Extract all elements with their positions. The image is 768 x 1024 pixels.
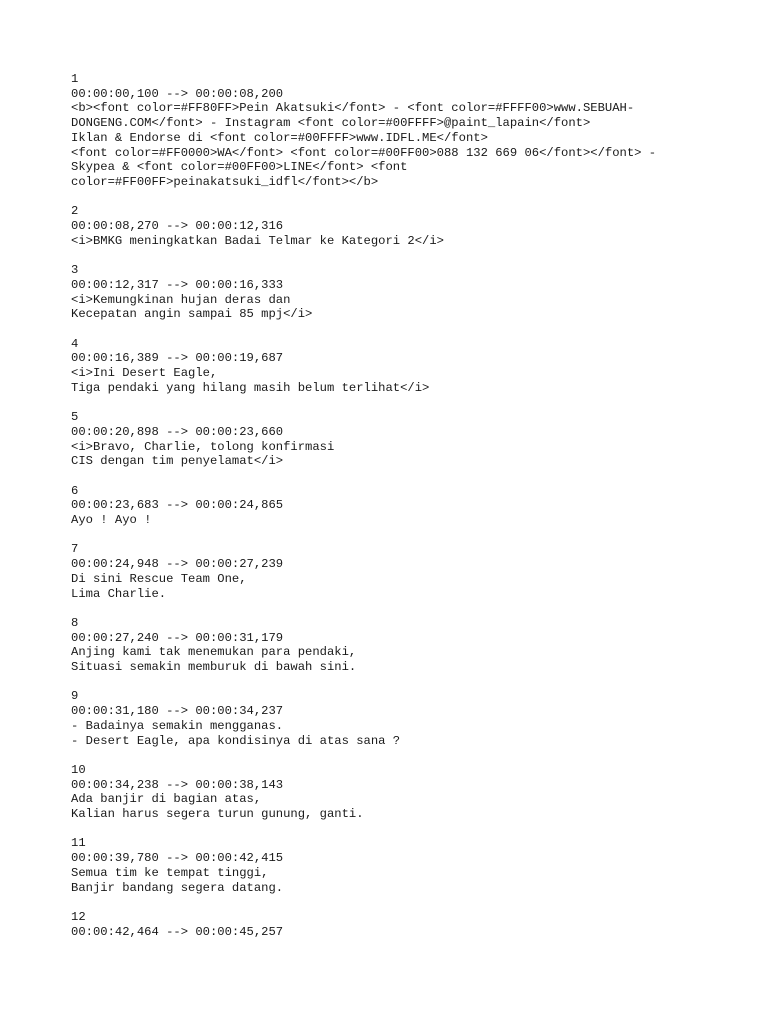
cue-text-line: <i>Bravo, Charlie, tolong konfirmasi [71,439,335,454]
cue-index: 10 [71,762,86,777]
cue-timecode: 00:00:20,898 --> 00:00:23,660 [71,424,284,439]
cue-text-line: <i>Ini Desert Eagle, [71,366,218,381]
cue-index: 2 [71,204,79,219]
subtitle-cue [71,484,711,528]
cue-text-line: - Desert Eagle, apa kondisinya di atas sana ? [71,733,401,748]
cue-index: 12 [71,909,86,924]
cue-text-line: Ada banjir di bagian atas, [71,792,262,807]
cue-text-line: <b><font color=#FF80FF>Pein Akatsuki</font> - <font color=#FFFF00>www.SEBUAH- [71,101,635,116]
cue-timecode: 00:00:16,389 --> 00:00:19,687 [71,351,284,366]
cue-timecode: 00:00:23,683 --> 00:00:24,865 [71,498,284,513]
cue-index: 1 [71,72,79,86]
cue-timecode: 00:00:42,464 --> 00:00:45,257 [71,924,284,939]
cue-index: 4 [71,336,79,351]
cue-text-line: Situasi semakin memburuk di bawah sini. [71,660,357,675]
cue-timecode: 00:00:31,180 --> 00:00:34,237 [71,704,284,719]
cue-index: 8 [71,615,79,630]
cue-timecode: 00:00:12,317 --> 00:00:16,333 [71,277,284,292]
cue-index: 5 [71,410,79,425]
cue-text-line: <font color=#FF0000>WA</font> <font color=#00FF00>088 132 669 06</font></font> - [71,145,657,160]
cue-timecode: 00:00:34,238 --> 00:00:38,143 [71,777,284,792]
cue-timecode: 00:00:08,270 --> 00:00:12,316 [71,219,284,234]
cue-text-line: CIS dengan tim penyelamat</i> [71,454,284,469]
cue-timecode: 00:00:39,780 --> 00:00:42,415 [71,851,284,866]
cue-text-line: Anjing kami tak menemukan para pendaki, [71,645,357,660]
cue-index: 6 [71,483,79,498]
cue-text-line: color=#FF00FF>peinakatsuki_idfl</font></b> [71,174,379,189]
subtitle-cue [71,836,711,895]
cue-text-line: Tiga pendaki yang hilang masih belum terlihat</i> [71,380,430,395]
subtitle-cue [71,616,711,675]
cue-text-line: <i>BMKG meningkatkan Badai Telmar ke Kategori 2</i> [71,233,444,248]
cue-index: 11 [71,836,86,851]
cue-text-line: DONGENG.COM</font> - Instagram <font color=#00FFFF>@paint_lapain</font> [71,116,591,131]
cue-text-line: Banjir bandang segera datang. [71,880,284,895]
cue-timecode: 00:00:24,948 --> 00:00:27,239 [71,557,284,572]
cue-text-line: Di sini Rescue Team One, [71,571,247,586]
cue-text-line: <i>Kemungkinan hujan deras dan [71,292,291,307]
cue-text-line: Iklan & Endorse di <font color=#00FFFF>www.IDFL.ME</font> [71,130,488,145]
cue-text-line: Skypea & <font color=#00FF00>LINE</font> <font [71,160,408,175]
cue-timecode: 00:00:27,240 --> 00:00:31,179 [71,630,284,645]
cue-text-line: Kalian harus segera turun gunung, ganti. [71,807,364,822]
subtitle-cue [71,337,711,396]
subtitle-cue [71,410,711,469]
cue-timecode: 00:00:00,100 --> 00:00:08,200 [71,86,284,101]
cue-text-line: Semua tim ke tempat tinggi, [71,865,269,880]
cue-index: 3 [71,263,79,278]
subtitle-cue [71,763,711,822]
subtitle-text-body [71,72,711,954]
cue-text-line: Kecepatan angin sampai 85 mpj</i> [71,307,313,322]
subtitle-cue [71,542,711,601]
cue-text-line: Lima Charlie. [71,586,167,601]
cue-text-line: Ayo ! Ayo ! [71,513,152,528]
cue-index: 9 [71,689,79,704]
subtitle-cue [71,263,711,322]
cue-index: 7 [71,542,79,557]
subtitle-cue [71,72,711,190]
subtitle-cue [71,910,711,939]
subtitle-cue [71,689,711,748]
subtitle-cue [71,204,711,248]
cue-text-line: - Badainya semakin mengganas. [71,718,284,733]
